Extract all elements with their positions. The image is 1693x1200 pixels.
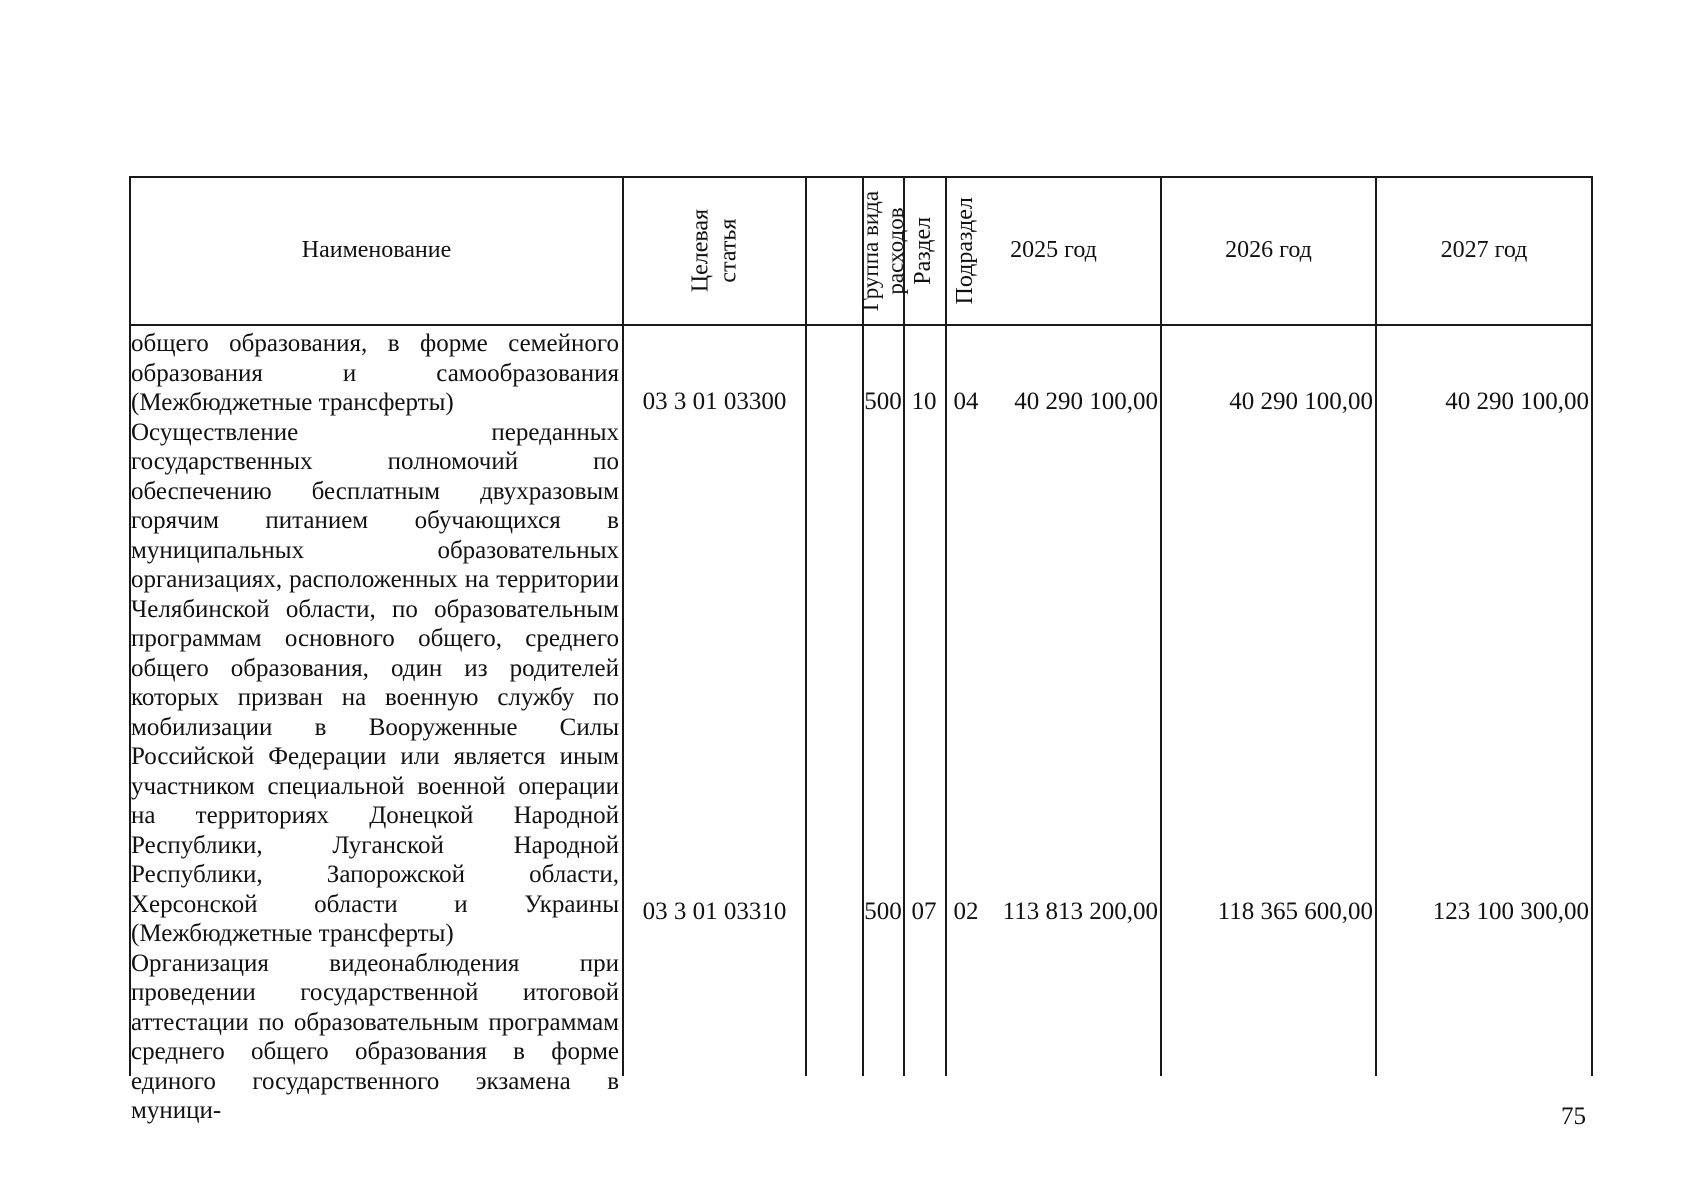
table-row-descriptions [131,329,619,1126]
row-1-2027: 40 290 100,00 [1445,388,1589,415]
header-target-article: Целевая статья [686,209,741,293]
row-1-name: общего образования, в форме семейного образования и самообразования (Межбюджетные трансферты) [131,330,619,416]
row-2-subsection: 02 [953,898,979,925]
row-1-2025: 40 290 100,00 [1014,388,1158,415]
row-2-target-article: 03 3 01 03310 [642,898,787,925]
header-expense-group-cell [858,178,908,324]
row-2-2027: 123 100 300,00 [1432,898,1589,925]
col-border-right [1591,176,1593,1076]
row-1-section: 10 [911,388,937,415]
header-2025: 2025 год [1010,237,1097,264]
row-2-name: Осуществление переданных государственных полномочий по обеспечению бесплатным двухразовым горячим питанием обучающихся в муниципальных образовательных организациях, расположенных на территории Челябинской области, по образовательным программам основного общего, среднего общего образования, один из родителей которых призван на военную службу по мобилизации в Вооруженные Силы Российской Федерации или является иным участником специальной военной операции на территориях Донецкой Народной Республики, Луганской Народной Республики, Запорожской области, Херсонской области и Украины (Межбюджетные трансферты) [131,418,619,947]
header-subsection: Подраздел [952,197,979,305]
header-separator [129,324,1593,326]
page-number: 75 [1561,1103,1586,1130]
header-section-cell [905,178,943,324]
header-2027: 2027 год [1440,237,1528,264]
col-border-target [805,176,807,1076]
header-expense-group: Группа вида расходов [858,190,908,312]
row-2-2026: 118 365 600,00 [1217,898,1373,925]
row-2-expense-group: 500 [864,898,902,925]
row-2-section: 07 [911,898,937,925]
row-3-name: Организация видеонаблюдения при проведении государственной итоговой аттестации по образовательным программам среднего общего образования в форме единого государственного экзамена в муници- [131,949,619,1124]
header-target-article-cell [624,178,805,324]
row-1-target-article: 03 3 01 03300 [642,388,787,415]
row-1-expense-group: 500 [864,388,902,415]
row-1-subsection: 04 [953,388,979,415]
header-section: Раздел [910,217,937,285]
row-1-2026: 40 290 100,00 [1229,388,1373,415]
header-2026: 2026 год [1225,237,1312,264]
header-name: Наименование [301,237,452,264]
row-2-2025: 113 813 200,00 [1002,898,1158,925]
